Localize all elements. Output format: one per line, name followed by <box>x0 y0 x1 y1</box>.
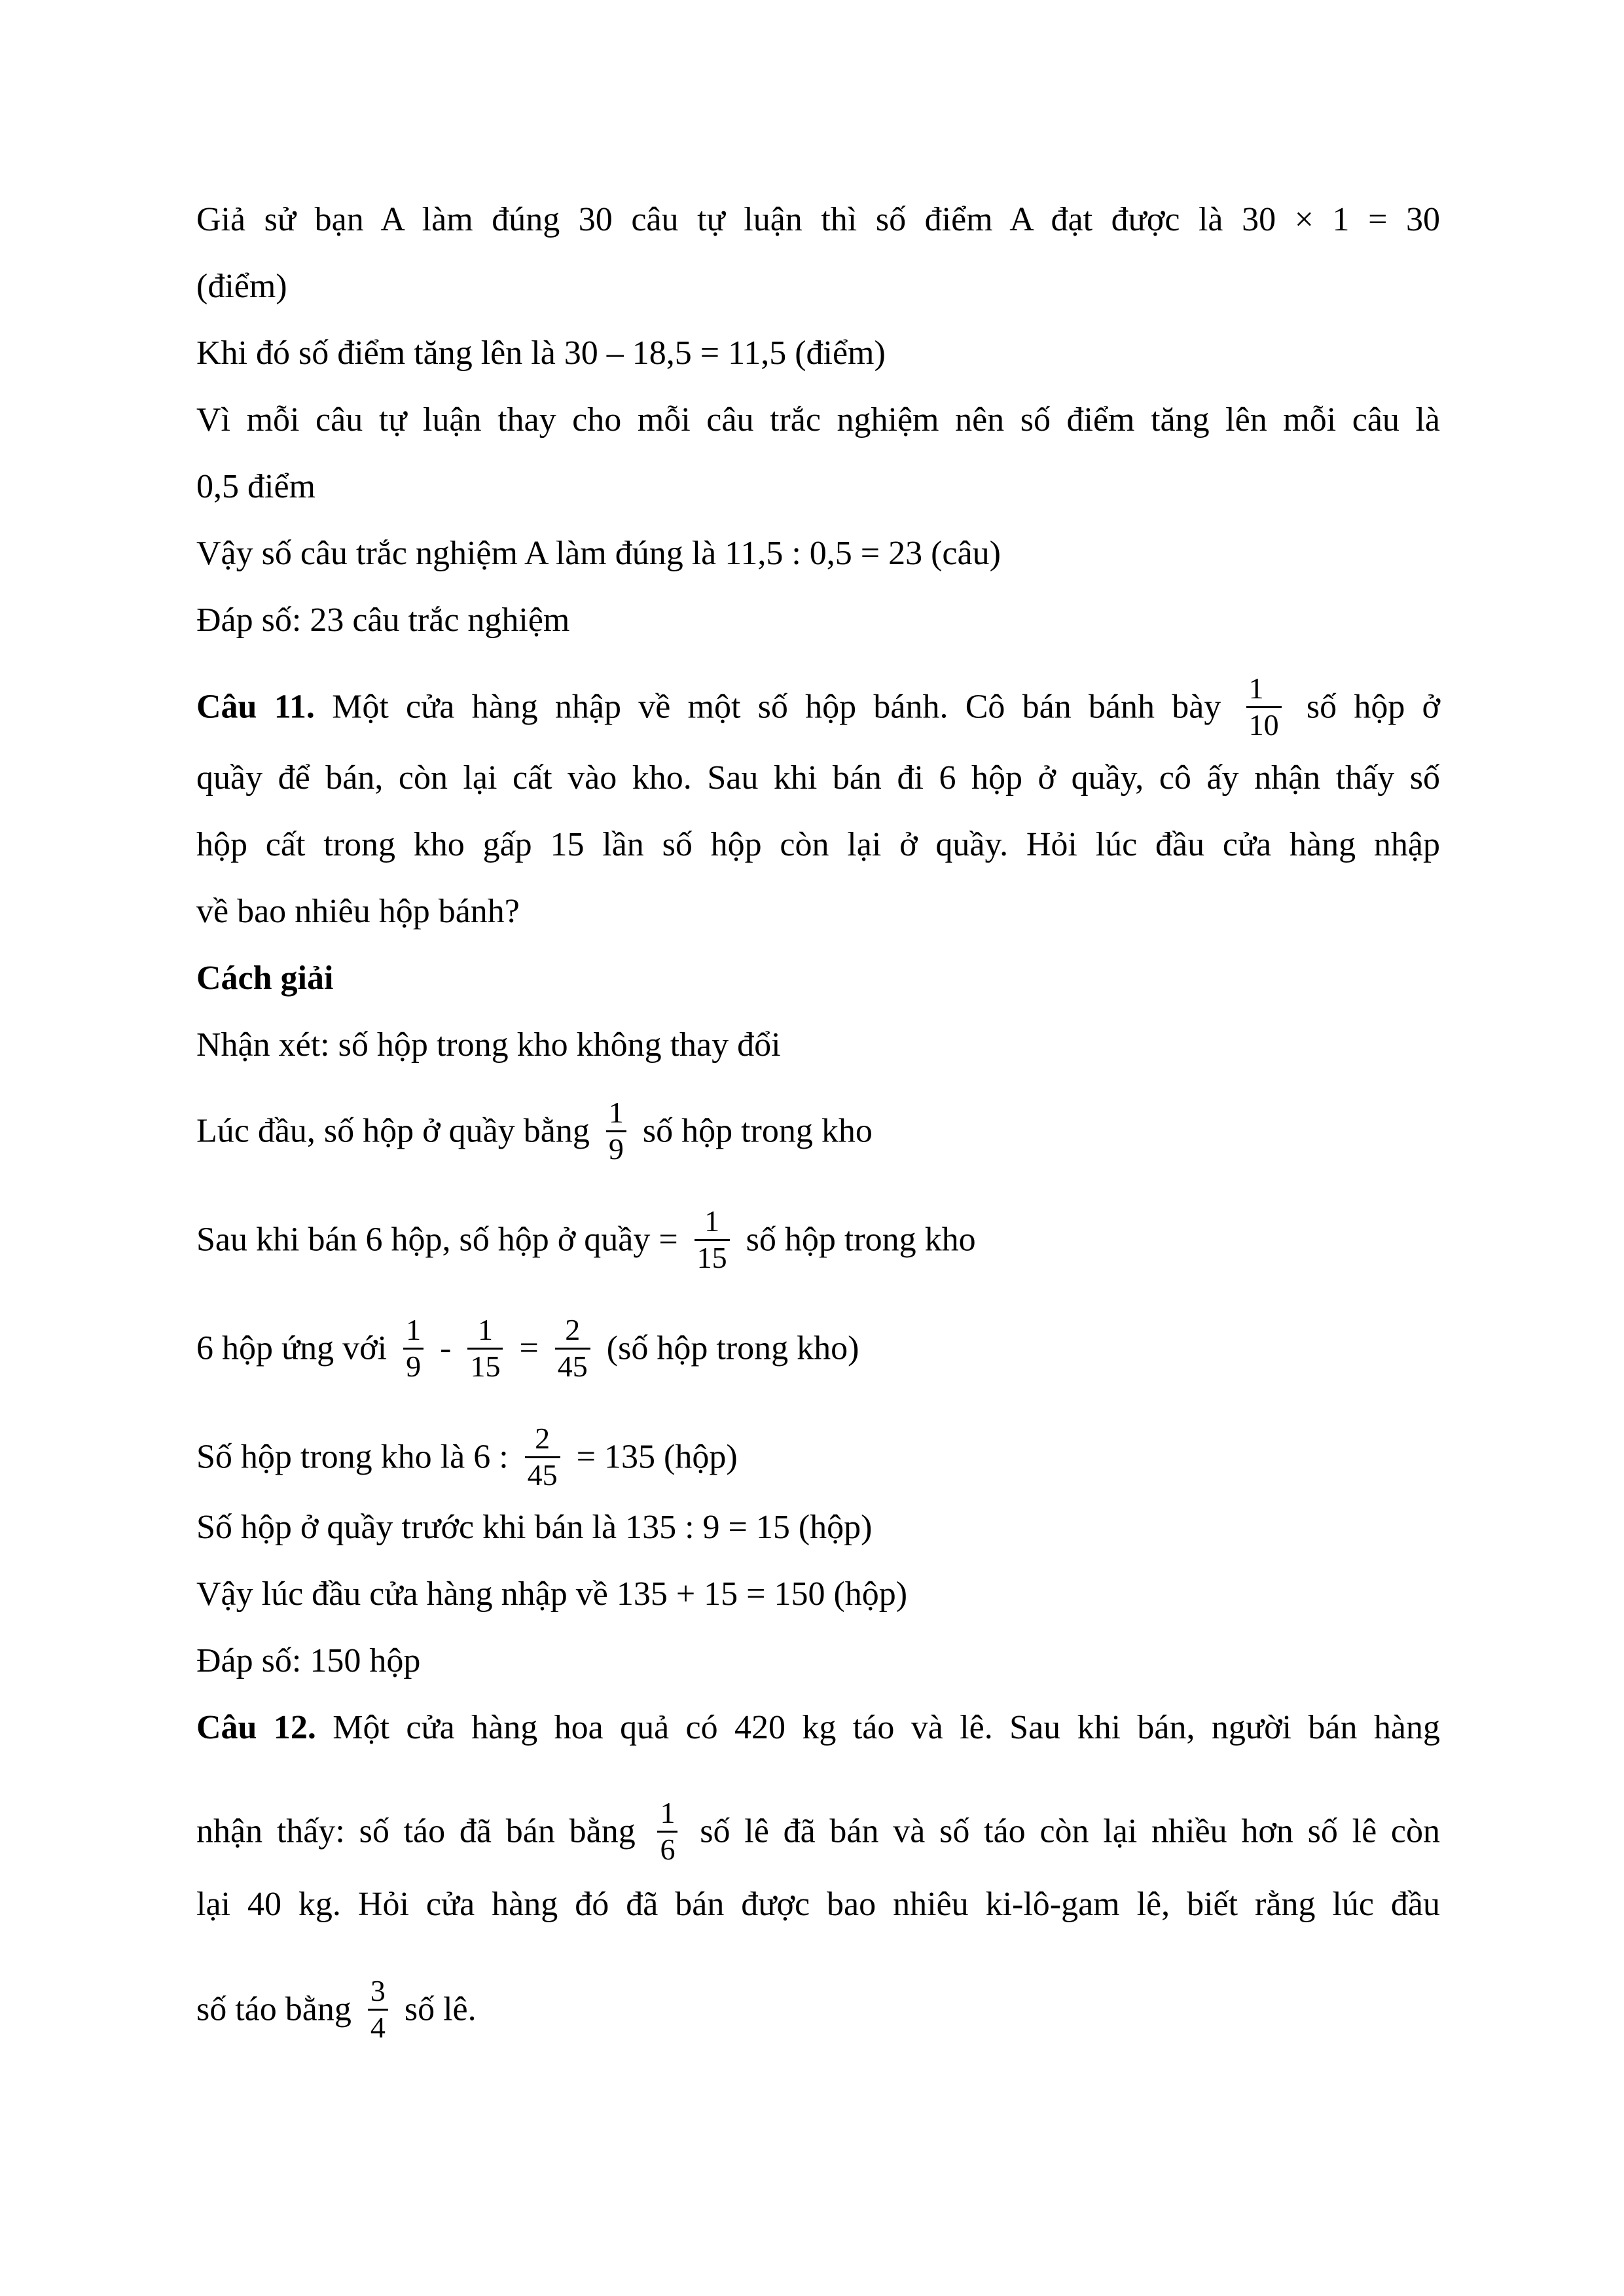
fraction-one-fifteenth: $\frac{1}{15}$ <box>695 1204 730 1276</box>
prev-line-5: 0,5 điểm <box>196 468 316 505</box>
question-12-line-3: lại 40 kg. Hỏi cửa hàng đó đã bán được bao nhiêu ki-lô-gam lê, biết rằng lúc đầu <box>196 1886 1440 1923</box>
fraction-one-ninth: $\frac{1}{9}$ <box>606 1096 626 1167</box>
prev-answer: Đáp số: 23 câu trắc nghiệm <box>196 601 570 639</box>
question-11-line-1: Câu 11. Một cửa hàng nhập về một số hộp bánh. Cô bán bánh bày $\frac{1}{10}$ số hộp ở <box>196 672 1441 742</box>
question-12-label: Câu 12. <box>196 1709 316 1746</box>
question-12-line-1: Câu 12. Một cửa hàng hoa quả có 420 kg táo và lê. Sau khi bán, người bán hàng <box>196 1709 1440 1746</box>
question-11-label: Câu 11. <box>196 688 315 726</box>
prev-line-4: Vì mỗi câu tự luận thay cho mỗi câu trắc nghiệm nên số điểm tăng lên mỗi câu là <box>196 401 1440 439</box>
fraction-one-fifteenth-b: $\frac{1}{15}$ <box>467 1313 503 1384</box>
solution-step-1: Nhận xét: số hộp trong kho không thay đổi <box>196 1026 781 1064</box>
fraction-one-sixth: $\frac{1}{6}$ <box>657 1796 677 1867</box>
solution-step-7: Vậy lúc đầu cửa hàng nhập về 135 + 15 = 150 (hộp) <box>196 1575 908 1613</box>
solution-step-5: Số hộp trong kho là 6 : $\frac{2}{45}$ = 135 (hộp) <box>196 1422 738 1492</box>
fraction-two-fortyfifths-b: $\frac{2}{45}$ <box>525 1422 560 1493</box>
solution-answer: Đáp số: 150 hộp <box>196 1642 421 1679</box>
question-11-line-3: hộp cất trong kho gấp 15 lần số hộp còn lại ở quầy. Hỏi lúc đầu cửa hàng nhập <box>196 826 1440 863</box>
prev-line-6: Vậy số câu trắc nghiệm A làm đúng là 11,5 : 0,5 = 23 (câu) <box>196 535 1001 572</box>
prev-line-2: (điểm) <box>196 268 287 305</box>
question-11-line-4: về bao nhiêu hộp bánh? <box>196 893 520 930</box>
fraction-two-fortyfifths: $\frac{2}{45}$ <box>555 1313 590 1384</box>
solution-step-4: 6 hộp ứng với $\frac{1}{9}$ - $\frac{1}{15}$ = $\frac{2}{45}$ (số hộp trong kho) <box>196 1313 859 1383</box>
solution-step-6: Số hộp ở quầy trước khi bán là 135 : 9 = 15 (hộp) <box>196 1509 873 1546</box>
prev-line-1: Giả sử bạn A làm đúng 30 câu tự luận thì số điểm A đạt được là 30 × 1 = 30 <box>196 201 1440 238</box>
fraction-one-tenth: $\frac{1}{10}$ <box>1246 672 1282 743</box>
fraction-three-quarters: $\frac{3}{4}$ <box>368 1974 388 2045</box>
question-12-line-4: số táo bằng $\frac{3}{4}$ số lê. <box>196 1974 477 2044</box>
question-11-line-2: quầy để bán, còn lại cất vào kho. Sau khi bán đi 6 hộp ở quầy, cô ấy nhận thấy số <box>196 759 1440 797</box>
solution-step-3: Sau khi bán 6 hộp, số hộp ở quầy = $\frac{1}{15}$ số hộp trong kho <box>196 1204 976 1274</box>
question-12-line-2: nhận thấy: số táo đã bán bằng $\frac{1}{6}$ số lê đã bán và số táo còn lại nhiều hơn số lê còn <box>196 1796 1441 1866</box>
prev-line-3: Khi đó số điểm tăng lên là 30 – 18,5 = 11,5 (điểm) <box>196 334 886 372</box>
solution-heading: Cách giải <box>196 960 334 997</box>
fraction-one-ninth-b: $\frac{1}{9}$ <box>403 1313 424 1384</box>
solution-step-2: Lúc đầu, số hộp ở quầy bằng $\frac{1}{9}$ số hộp trong kho <box>196 1096 873 1166</box>
